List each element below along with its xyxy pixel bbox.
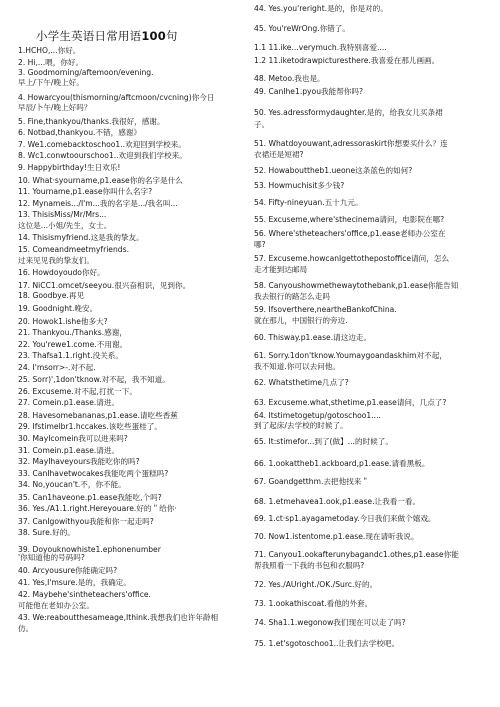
phrase-line: 这位是...小姐/先生，女士。: [18, 221, 112, 230]
phrase-line: 早辰/卜午/晚上好吗？: [18, 103, 92, 112]
phrase-line: 11. Yourname,p1.ease你叫什么名字?: [18, 187, 153, 196]
phrase-line: 3. Goodmorning/aftemoon/evening.: [18, 68, 154, 77]
phrase-line: 37. CanIgowithyou我能和你一起走吗?: [18, 517, 154, 526]
phrase-line: 1.HCHO,...你好。: [18, 46, 81, 55]
phrase-line: 10. What·syourname,p1.ease你的名字是什么: [18, 176, 183, 185]
phrase-line: 34. No,youcan't.不，你不能。: [18, 480, 126, 489]
phrase-line: 14. Thisismyfriend.这是我的挚友。: [18, 233, 144, 242]
phrase-line: 55. Excuseme,where'sthecinema请问，电影院在哪?: [254, 215, 445, 224]
phrase-line: 40. Arcyousure你能确定吗?: [18, 566, 118, 575]
title-text: 小学生英语日常用语: [36, 29, 142, 43]
phrase-line: 9. Happybirthday!生日欢乐!: [18, 163, 121, 172]
phrase-line: 我不知道.你可以去问他。: [254, 362, 340, 371]
phrase-line: 39. Doyouknowhiste1.ephonenumber: [18, 545, 161, 554]
phrase-line: 过来见见我的挚友们。: [18, 256, 94, 265]
phrase-line: 26. Excuseme.对不起,打扰一下。: [18, 387, 137, 396]
phrase-line: 7. We1.comebacktoschoo1..欢迎回到学校来。: [18, 140, 186, 149]
phrase-line: 70. Now1.istentome.p1.ease.现在请听我说。: [254, 532, 419, 541]
phrase-line: 74. Sha1.1.wegonow我们现在可以走了吗?: [254, 618, 406, 627]
phrase-line: 64. Itstimetogetup/gotoschoo1....: [254, 411, 381, 420]
phrase-line: 22. You'rewe1.come.不用谢。: [18, 340, 128, 349]
phrase-line: 13. ThisisMiss/Mr/Mrs...: [18, 210, 107, 219]
phrase-line: 35. Can1haveone.p1.ease我能吃,个吗?: [18, 493, 162, 502]
phrase-line: 59. Ifsoverthere,neartheBankofChina.: [254, 305, 397, 314]
phrase-line: 15. Comeandmeetmyfriends.: [18, 245, 129, 254]
phrase-line: 衣裙还是短裙?: [254, 150, 304, 159]
phrase-line: 67. Goandgetthm.去把他找来＂: [254, 477, 369, 486]
phrase-line: 24. I'msorr>-.对不起.: [18, 363, 96, 372]
phrase-line: 42. Maybehe'sintheteachers'office.: [18, 590, 151, 599]
phrase-line: 我去银行的路怎么走吗: [254, 292, 330, 301]
phrase-line: 25. Sorr)',1don'tknow.对不起，我不知道。: [18, 375, 170, 384]
phrase-line: 16. Howdoyoudo你好。: [18, 268, 105, 277]
phrase-line: 5. Fine,thankyou/thanks.我很好，感谢。: [18, 117, 165, 126]
page-title: [36, 28, 178, 44]
phrase-line: 38. Sure.好的。: [18, 528, 75, 537]
phrase-line: 75. 1.et'sgotoschoo1..让我们去学校吧。: [254, 639, 400, 648]
phrase-line: 45. You'reWrOng.你错了。: [254, 24, 350, 33]
phrase-line: 32. MayIhaveyours我能吃你的吗?: [18, 457, 140, 466]
phrase-line: 27. Comein.p1.ease.请进。: [18, 398, 120, 407]
phrase-line: 53. Howmuchisit多少钱?: [254, 181, 345, 190]
phrase-line: '你知道他的号码吗?: [18, 553, 85, 562]
phrase-line: 50. Yes.adressformydaughter.是的，给我女儿买条裙: [254, 108, 443, 117]
phrase-line: 就在那儿，中国银行的旁边.: [254, 316, 348, 325]
phrase-line: 73. 1.ookathiscoat.看他的外套。: [254, 599, 373, 608]
phrase-line: 可能他在老如办公室。: [18, 601, 94, 610]
title-number: 100: [141, 29, 166, 43]
phrase-line: 1.2 11.iketodrawpicturesthere.我喜爱在那儿画画。: [254, 56, 440, 65]
phrase-line: 66. 1.ookattheb1.ackboard,p1.ease.请看黑板。: [254, 459, 430, 468]
phrase-line: 早上/下午/晚上好。: [18, 78, 84, 87]
phrase-line: 61. Sorry.1don'tknow.Youmaygoandaskhim对不起，: [254, 351, 447, 360]
phrase-line: 52. Howabouttheb1.ueone这条蓝色的如何?: [254, 166, 413, 175]
phrase-line: 走才能到达邮局: [254, 265, 308, 274]
phrase-line: 17. NiCC1.omcet/seeyou.很兴奋相识，见到你。: [18, 281, 191, 290]
phrase-line: 23. Thafsa1.1.right.没关系。: [18, 351, 123, 360]
phrase-line: 65. It:stimefor...到了(做】...的时候了。: [254, 437, 393, 446]
phrase-line: 8. Wc1.conwtoourschoo1..欢迎到我们学校来。: [18, 151, 187, 160]
phrase-line: 6. Notbad,thankyou.不错，感谢》: [18, 128, 141, 137]
phrase-line: 58. Canyoushowmethewaytothebank,p1.ease你能告知: [254, 281, 459, 290]
phrase-line: 仿。: [18, 624, 34, 633]
phrase-line: 44. Yes.you'reright.是的，你是对的。: [254, 4, 388, 13]
phrase-line: 31. Comein.p1.ease.请进。: [18, 446, 120, 455]
phrase-line: 1.1 11.ike...verymuch.我特别喜爱....: [254, 43, 387, 52]
phrase-line: 69. 1.ct·sp1.ayagametoday.今日我们来做个嬉戏。: [254, 514, 436, 523]
phrase-line: 56. Where'stheteachers'office,p1.ease老师办公室在: [254, 229, 446, 238]
phrase-line: 60. Thisway.p1.ease.请这边走。: [254, 333, 372, 342]
phrase-line: 63. Excuseme.what,sthetime,p1.ease请问，几点了?: [254, 398, 447, 407]
phrase-line: 12. Mynameis.../I'm...我的名字是.../我名叫...: [18, 199, 178, 208]
phrase-line: 49. CanIhe1.pyou我能帮你吗?: [254, 87, 364, 96]
phrase-line: 帮我照看一下我的书包和衣服吗?: [254, 561, 365, 570]
phrase-line: 4. Howarcyou(thismorning/aftcmoon/cvcning)你今日: [18, 93, 215, 102]
phrase-line: 51. Whatdoyouwant,adressoraskirt你想要买什么？连: [254, 139, 448, 148]
phrase-line: 30. MayIcomein我可以进来吗?: [18, 434, 128, 443]
phrase-line: 2. Hi,...喂，你好。: [18, 58, 84, 67]
phrase-line: 29. Ifstimelbr1.hccakes.该吃些蛋桂了。: [18, 422, 162, 431]
phrase-line: 21. Thankyou./Thanks.感谢，: [18, 328, 127, 337]
phrase-line: 62. Whatsthetime几点了?: [254, 378, 349, 387]
phrase-line: 到了起床/去学校的时候了。: [254, 421, 348, 430]
phrase-line: 子。: [254, 120, 270, 129]
phrase-line: 41. Yes,I'msure.是的，我确定。: [18, 578, 131, 587]
phrase-line: 28. Havesomebananas,p1.ease.请吃些香蕉: [18, 411, 178, 420]
phrase-line: 18. Goodbye.再见: [18, 291, 85, 300]
phrase-line: 48. Metoo.我也是。: [254, 74, 325, 83]
phrase-line: 71. Canyou1.ookafterunybagandc1.othes,p1.ease你能: [254, 550, 459, 559]
phrase-line: 36. Yes./A1.1.right.Hereyouare.好的＂给你·: [18, 504, 177, 513]
phrase-line: 54. Fifty-nineyuan.五十九元。: [254, 198, 363, 207]
phrase-line: 20. Howok1.ishe他多大?: [18, 317, 108, 326]
phrase-line: 57. Excuseme.howcanIgettothepostoffice请问，怎么: [254, 254, 450, 263]
title-suffix: 句: [165, 29, 178, 43]
phrase-line: 68. 1.etmehavea1.ook,p1.ease.让我看一看。: [254, 497, 421, 506]
phrase-line: 33. CanIhavetwocakes我能吃两个蛋糕吗?: [18, 469, 169, 478]
phrase-line: 19. Goodnight.晚安。: [18, 304, 98, 313]
phrase-line: 哪?: [254, 240, 266, 249]
phrase-line: 43. We:reaboutthesameage,Ithink.我想我们也许年龄相: [18, 613, 219, 622]
phrase-line: 72. Yes./AUright./OK./Surc.好的。: [254, 580, 378, 589]
